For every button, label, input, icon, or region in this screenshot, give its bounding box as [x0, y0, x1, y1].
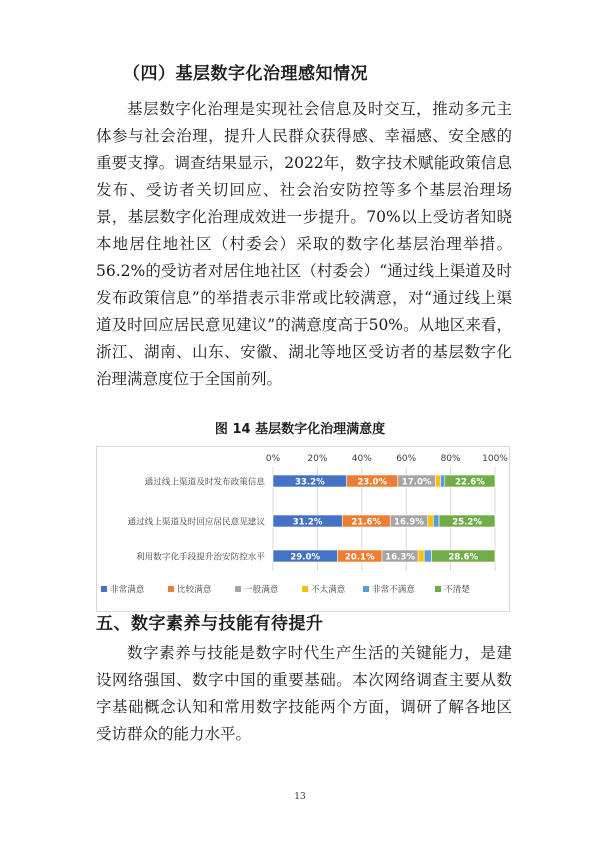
- bar-segment: [436, 475, 441, 487]
- page-number: 13: [294, 792, 306, 802]
- legend-swatch: [435, 586, 441, 592]
- bar-segment: [424, 550, 431, 562]
- legend-label: 比较满意: [177, 585, 212, 595]
- data-label: 28.6%: [448, 552, 479, 563]
- data-label: 29.0%: [290, 552, 321, 563]
- bar-segment: [428, 515, 434, 527]
- section-4-paragraph: 基层数字化治理是实现社会信息及时交互，推动多元主体参与社会治理，提升人民群众获得感、幸福感、安全感的重要支撑。调查结果显示，2022年，数字技术赋能政策信息发布、受访者关切回应、社会治安防控等多个基层治理场景，基层数字化治理成效进一步提升。70%以上受访者知晓本地居住地社区（村委会）采取的数字化基层治理举措。56.2%的受访者对居住地社区（村委会）“通过线上渠道及时发布政策信息”的举措表示非常或比较满意，对“通过线上渠道及时回应居民意见建议”的满意度高于50%。从地区来看，浙江、湖南、山东、安徽、湖北等地区受访者的基层数字化治理满意度位于全国前列。: [96, 100, 512, 388]
- data-label: 16.9%: [394, 517, 424, 528]
- data-label: 16.3%: [385, 552, 416, 563]
- x-tick-label: 60%: [396, 454, 417, 464]
- legend-label: 不太满意: [311, 585, 346, 595]
- data-label: 17.0%: [401, 477, 432, 488]
- legend-label: 非常不满意: [372, 585, 415, 595]
- x-tick-label: 20%: [307, 454, 328, 464]
- category-label: 通过线上渠道及时发布政策信息: [144, 477, 265, 488]
- x-tick-label: 80%: [440, 454, 461, 464]
- legend-swatch: [101, 586, 107, 592]
- data-label: 23.0%: [357, 477, 388, 488]
- category-label: 通过线上渠道及时回应居民意见建议: [127, 517, 265, 528]
- section-4-heading: （四）基层数字化治理感知情况: [123, 64, 368, 84]
- legend-swatch: [363, 586, 369, 592]
- section-5-paragraph: 数字素养与技能是数字时代生产生活的关键能力，是建设网络强国、数字中国的重要基础。本次网络调查主要从数字基础概念认知和常用数字技能两个方面，调研了解各地区受访群众的能力水平。: [96, 644, 512, 743]
- data-label: 22.6%: [454, 477, 485, 488]
- legend-label: 非常满意: [110, 585, 145, 595]
- legend-swatch: [168, 586, 174, 592]
- data-label: 31.2%: [292, 517, 323, 528]
- chart-frame: [96, 446, 510, 612]
- figure-title: 图 14 基层数字化治理满意度: [214, 422, 386, 437]
- legend-label: 不清楚: [444, 585, 470, 595]
- bar-segment: [418, 550, 424, 562]
- data-label: 33.2%: [294, 477, 325, 488]
- section-5-heading: 五、数字素养与技能有待提升: [96, 614, 324, 634]
- x-tick-label: 40%: [351, 454, 372, 464]
- legend-label: 一般满意: [244, 585, 279, 595]
- data-label: 25.2%: [452, 517, 482, 528]
- x-tick-label: 0%: [265, 454, 281, 464]
- x-tick-label: 100%: [482, 454, 508, 464]
- data-label: 20.1%: [344, 552, 375, 563]
- data-label: 21.6%: [351, 517, 382, 528]
- bar-segment: [433, 515, 439, 527]
- bar-segment: [440, 475, 444, 487]
- legend-swatch: [302, 586, 308, 592]
- satisfaction-stacked-bar-chart: [97, 447, 509, 611]
- legend-swatch: [235, 586, 241, 592]
- category-label: 利用数字化手段提升治安防控水平: [136, 552, 265, 563]
